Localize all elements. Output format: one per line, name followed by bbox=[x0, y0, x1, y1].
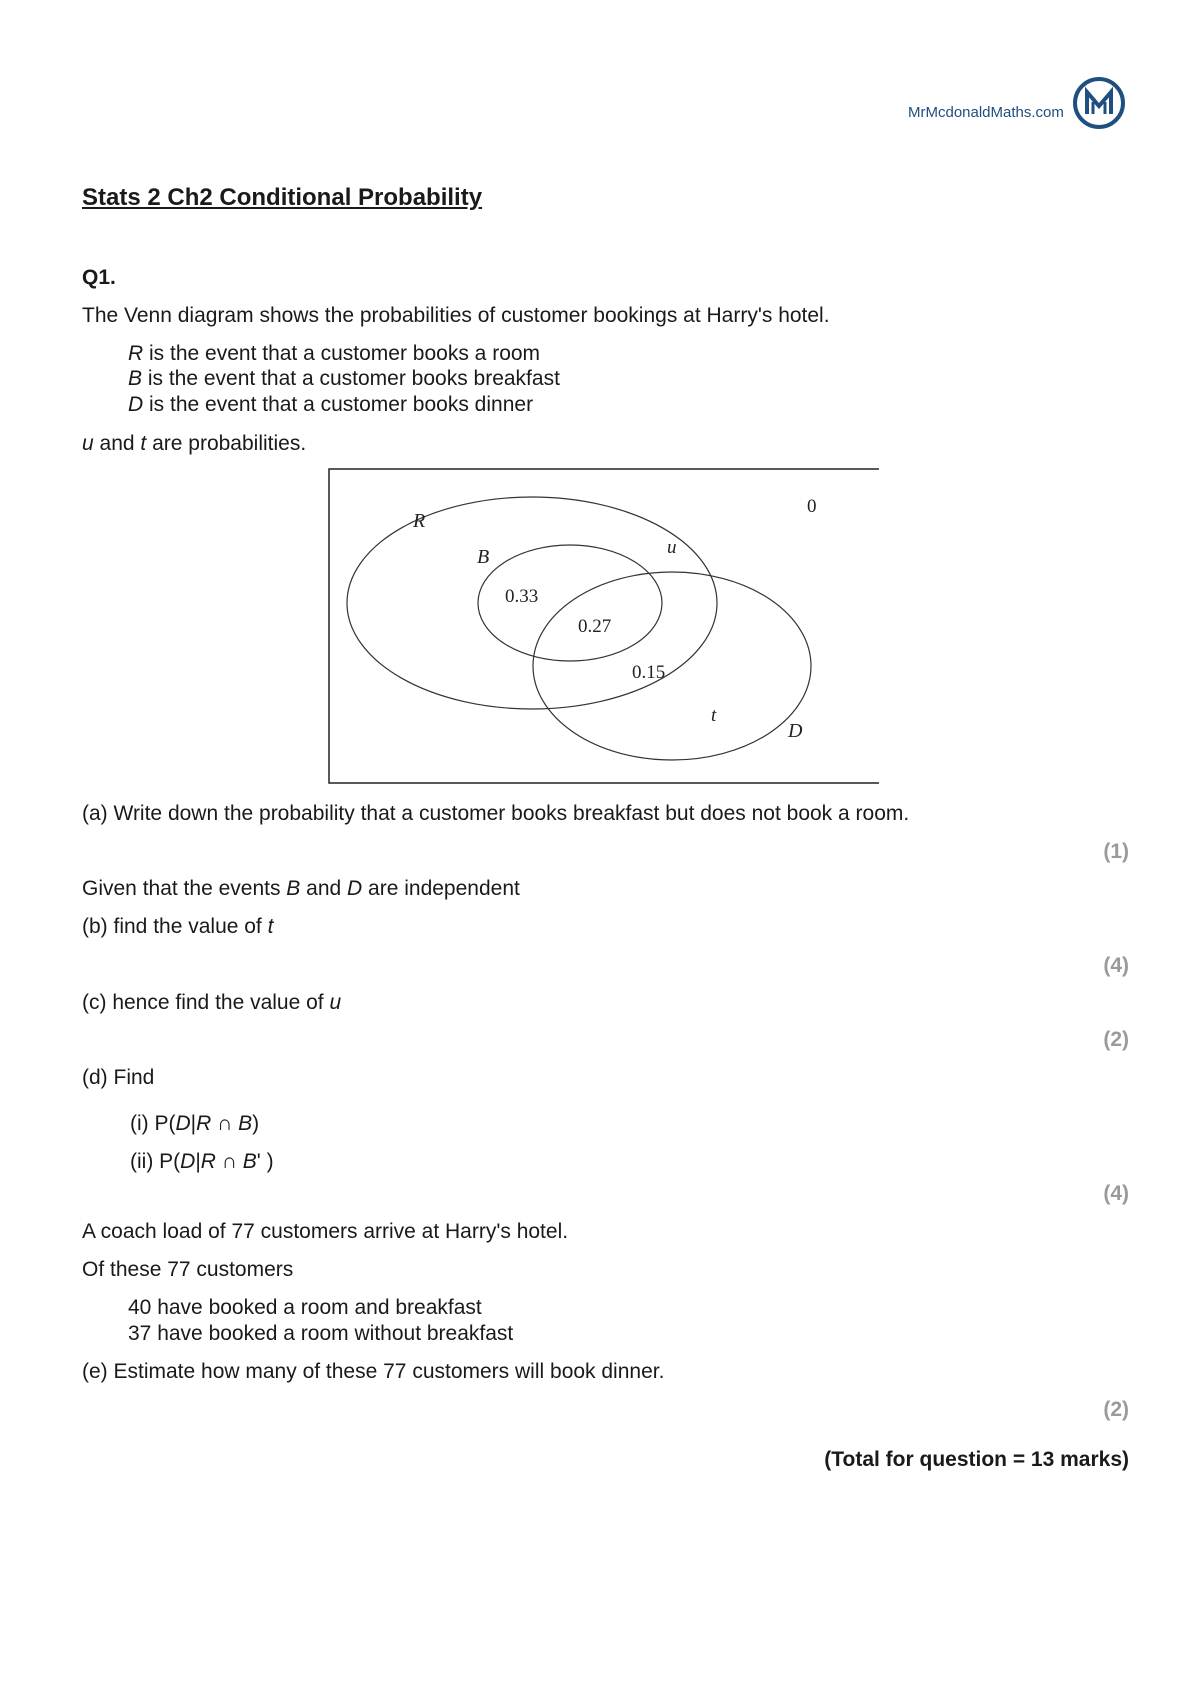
part-d-ii-bar: | bbox=[195, 1150, 201, 1173]
part-d-ii-cap: ∩ bbox=[215, 1150, 243, 1173]
venn-value-u: u bbox=[667, 537, 677, 558]
part-d-text: (d) Find bbox=[82, 1066, 155, 1089]
question-intro: The Venn diagram shows the probabilities of customer bookings at Harry's hotel. bbox=[82, 304, 830, 327]
venn-value-t: t bbox=[711, 705, 717, 726]
part-b-pre: (b) find the value of bbox=[82, 915, 268, 938]
venn-label-r: R bbox=[413, 510, 426, 532]
event-text: is the event that a customer books dinner bbox=[143, 393, 534, 416]
part-a-mark: (1) bbox=[1103, 840, 1129, 863]
coach-statement: A coach load of 77 customers arrive at Harry's hotel. bbox=[82, 1220, 569, 1243]
part-c-mark: (2) bbox=[1103, 1028, 1129, 1051]
part-d-ii-post: ' ) bbox=[256, 1150, 274, 1173]
venn-label-b: B bbox=[477, 546, 490, 568]
event-symbol: R bbox=[128, 342, 144, 365]
venn-value-rd: 0.15 bbox=[632, 662, 666, 683]
given-d: D bbox=[347, 877, 363, 900]
part-e-text: (e) Estimate how many of these 77 customers will book dinner. bbox=[82, 1360, 665, 1383]
event-d-definition bbox=[128, 393, 533, 417]
part-e-mark: (2) bbox=[1103, 1398, 1129, 1421]
given-mid: and bbox=[300, 877, 348, 900]
page-title: Stats 2 Ch2 Conditional Probability bbox=[82, 184, 483, 211]
venn-value-outside: 0 bbox=[807, 496, 817, 517]
given-post: are independent bbox=[362, 877, 520, 900]
logo-icon bbox=[1072, 76, 1126, 130]
venn-diagram bbox=[328, 468, 880, 784]
venn-value-b-only: 0.33 bbox=[505, 586, 539, 607]
event-text: is the event that a customer books a room bbox=[143, 342, 541, 365]
part-d-i bbox=[130, 1112, 259, 1136]
question-number: Q1. bbox=[82, 266, 116, 289]
part-d-i-bar: | bbox=[190, 1112, 197, 1135]
event-r-definition bbox=[128, 342, 540, 366]
part-d-i-d: D bbox=[175, 1112, 191, 1135]
part-c-var: u bbox=[329, 991, 342, 1014]
event-symbol: B bbox=[128, 367, 143, 390]
part-d-i-cap: ∩ bbox=[211, 1112, 239, 1135]
event-b-definition bbox=[128, 367, 560, 391]
total-marks: (Total for question = 13 marks) bbox=[824, 1448, 1129, 1471]
part-b-mark: (4) bbox=[1103, 954, 1129, 977]
part-d-i-post: ) bbox=[252, 1112, 260, 1135]
part-d-ii bbox=[130, 1150, 274, 1174]
var-and: and bbox=[93, 432, 141, 455]
part-d-i-r: R bbox=[196, 1112, 212, 1135]
booked-room-no-breakfast: 37 have booked a room without breakfast bbox=[128, 1322, 514, 1345]
part-a-text: (a) Write down the probability that a customer books breakfast but does not book a room. bbox=[82, 802, 910, 825]
given-statement bbox=[82, 877, 520, 901]
venn-set-d bbox=[533, 572, 811, 760]
part-c-text bbox=[82, 991, 341, 1015]
part-d-ii-r: R bbox=[200, 1150, 216, 1173]
part-d-ii-pre: (ii) P( bbox=[130, 1150, 181, 1173]
part-d-ii-b: B bbox=[242, 1150, 257, 1173]
var-u: u bbox=[82, 432, 94, 455]
event-symbol: D bbox=[128, 393, 144, 416]
of-these-statement: Of these 77 customers bbox=[82, 1258, 294, 1281]
part-c-pre: (c) hence find the value of bbox=[82, 991, 330, 1014]
part-b-text bbox=[82, 915, 273, 939]
part-b-var: t bbox=[267, 915, 274, 938]
part-d-i-b: B bbox=[238, 1112, 253, 1135]
var-t: t bbox=[140, 432, 147, 455]
given-pre: Given that the events bbox=[82, 877, 287, 900]
site-name: MrMcdonaldMaths.com bbox=[908, 104, 1064, 121]
variables-note bbox=[82, 432, 306, 456]
part-d-mark: (4) bbox=[1103, 1182, 1129, 1205]
venn-value-bd: 0.27 bbox=[578, 616, 612, 637]
given-b: B bbox=[286, 877, 301, 900]
var-rest: are probabilities. bbox=[146, 432, 307, 455]
venn-label-d: D bbox=[788, 720, 803, 742]
part-d-ii-d: D bbox=[180, 1150, 196, 1173]
event-text: is the event that a customer books breakfast bbox=[142, 367, 560, 390]
booked-room-breakfast: 40 have booked a room and breakfast bbox=[128, 1296, 482, 1319]
part-d-i-pre: (i) P( bbox=[130, 1112, 176, 1135]
